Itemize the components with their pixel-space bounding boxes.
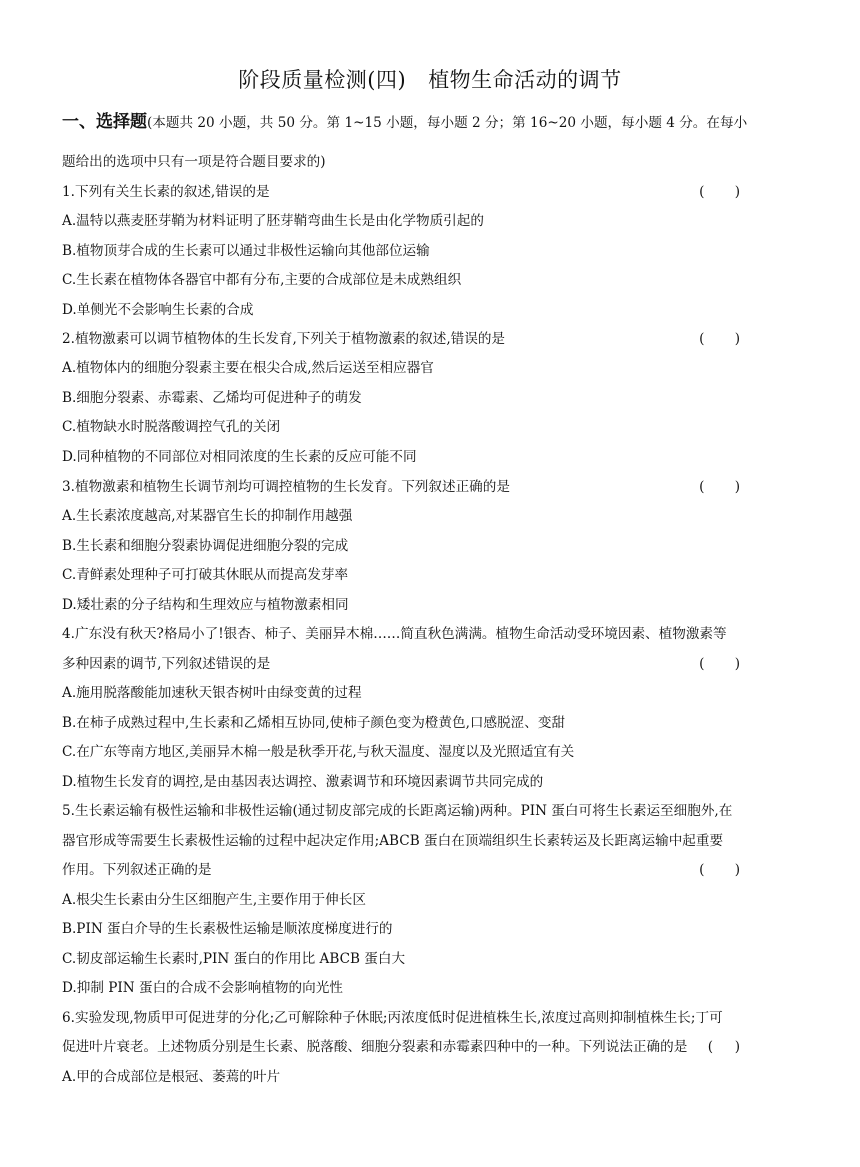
question-5-stem-line-1: 5.生长素运输有极性运输和非极性运输(通过韧皮部完成的长距离运输)两种。PIN 蛋白可将生长素运至细胞外,在	[62, 803, 733, 819]
section-heading	[62, 114, 802, 131]
question-4-stem-line-1: 4.广东没有秋天?格局小了!银杏、柿子、美丽异木棉……简直秋色满满。植物生命活动受环境因素、植物激素等	[62, 626, 727, 642]
question-5-option-b: B.PIN 蛋白介导的生长素极性运输是顺浓度梯度进行的	[62, 921, 393, 937]
question-1-option-b: B.植物顶芽合成的生长素可以通过非极性运输向其他部位运输	[62, 243, 430, 259]
answer-blank: ( )	[699, 656, 740, 672]
answer-blank: ( )	[699, 862, 740, 878]
question-2-stem: 2.植物激素可以调节植物体的生长发育,下列关于植物激素的叙述,错误的是 ( )	[62, 331, 740, 347]
answer-blank: ( )	[699, 331, 740, 347]
answer-blank: ( )	[699, 184, 740, 200]
question-6-stem-line-2: 促进叶片衰老。上述物质分别是生长素、脱落酸、细胞分裂素和赤霉素四种中的一种。下列说法正确的是 ( )	[62, 1039, 740, 1055]
question-3-option-b: B.生长素和细胞分裂素协调促进细胞分裂的完成	[62, 538, 349, 554]
title-part-1: 阶段质量检测(四)	[238, 68, 407, 92]
question-3-stem: 3.植物激素和植物生长调节剂均可调控植物的生长发育。下列叙述正确的是 ( )	[62, 479, 740, 495]
question-4-stem-line-2: 多种因素的调节,下列叙述错误的是 ( )	[62, 656, 740, 672]
section-description-2: 题给出的选项中只有一项是符合题目要求的)	[62, 154, 326, 170]
question-2-option-b: B.细胞分裂素、赤霉素、乙烯均可促进种子的萌发	[62, 390, 362, 406]
question-6-stem-line-1: 6.实验发现,物质甲可促进芽的分化;乙可解除种子休眠;丙浓度低时促进植株生长,浓度过高则抑制植株生长;丁可	[62, 1010, 723, 1026]
question-3-option-d: D.矮壮素的分子结构和生理效应与植物激素相同	[62, 597, 349, 613]
question-3-option-a: A.生长素浓度越高,对某器官生长的抑制作用越强	[62, 508, 353, 524]
section-title: 一、选择题	[62, 112, 147, 132]
question-4-option-a: A.施用脱落酸能加速秋天银杏树叶由绿变黄的过程	[62, 685, 362, 701]
question-4-option-d: D.植物生长发育的调控,是由基因表达调控、激素调节和环境因素调节共同完成的	[62, 774, 544, 790]
question-3-option-c: C.青鲜素处理种子可打破其休眠从而提高发芽率	[62, 567, 349, 583]
question-6-option-a: A.甲的合成部位是根冠、萎蔫的叶片	[62, 1069, 281, 1085]
question-1-option-d: D.单侧光不会影响生长素的合成	[62, 302, 254, 318]
title-part-2: 植物生命活动的调节	[428, 68, 622, 92]
question-5-option-c: C.韧皮部运输生长素时,PIN 蛋白的作用比 ABCB 蛋白大	[62, 951, 406, 967]
question-4-option-b: B.在柿子成熟过程中,生长素和乙烯相互协同,使柿子颜色变为橙黄色,口感脱涩、变甜	[62, 715, 566, 731]
question-2-option-d: D.同种植物的不同部位对相同浓度的生长素的反应可能不同	[62, 449, 417, 465]
question-5-option-a: A.根尖生长素由分生区细胞产生,主要作用于伸长区	[62, 892, 366, 908]
question-1-option-c: C.生长素在植物体各器官中都有分布,主要的合成部位是未成熟组织	[62, 272, 462, 288]
question-2-option-c: C.植物缺水时脱落酸调控气孔的关闭	[62, 419, 281, 435]
page-title	[0, 64, 860, 94]
question-5-stem-line-3: 作用。下列叙述正确的是 ( )	[62, 862, 740, 878]
answer-blank: ( )	[699, 479, 740, 495]
question-5-option-d: D.抑制 PIN 蛋白的合成不会影响植物的向光性	[62, 980, 343, 996]
section-description-1: (本题共 20 小题，共 50 分。第 1~15 小题，每小题 2 分；第 16~20 小题，每小题 4 分。在每小	[147, 115, 748, 131]
question-4-option-c: C.在广东等南方地区,美丽异木棉一般是秋季开花,与秋天温度、湿度以及光照适宜有关	[62, 744, 575, 760]
question-1-stem: 1.下列有关生长素的叙述,错误的是 ( )	[62, 184, 740, 200]
answer-blank: ( )	[707, 1039, 740, 1055]
question-1-option-a: A.温特以燕麦胚芽鞘为材料证明了胚芽鞘弯曲生长是由化学物质引起的	[62, 213, 484, 229]
question-5-stem-line-2: 器官形成等需要生长素极性运输的过程中起决定作用;ABCB 蛋白在顶端组织生长素转运及长距离运输中起重要	[62, 833, 724, 849]
question-2-option-a: A.植物体内的细胞分裂素主要在根尖合成,然后运送至相应器官	[62, 360, 434, 376]
